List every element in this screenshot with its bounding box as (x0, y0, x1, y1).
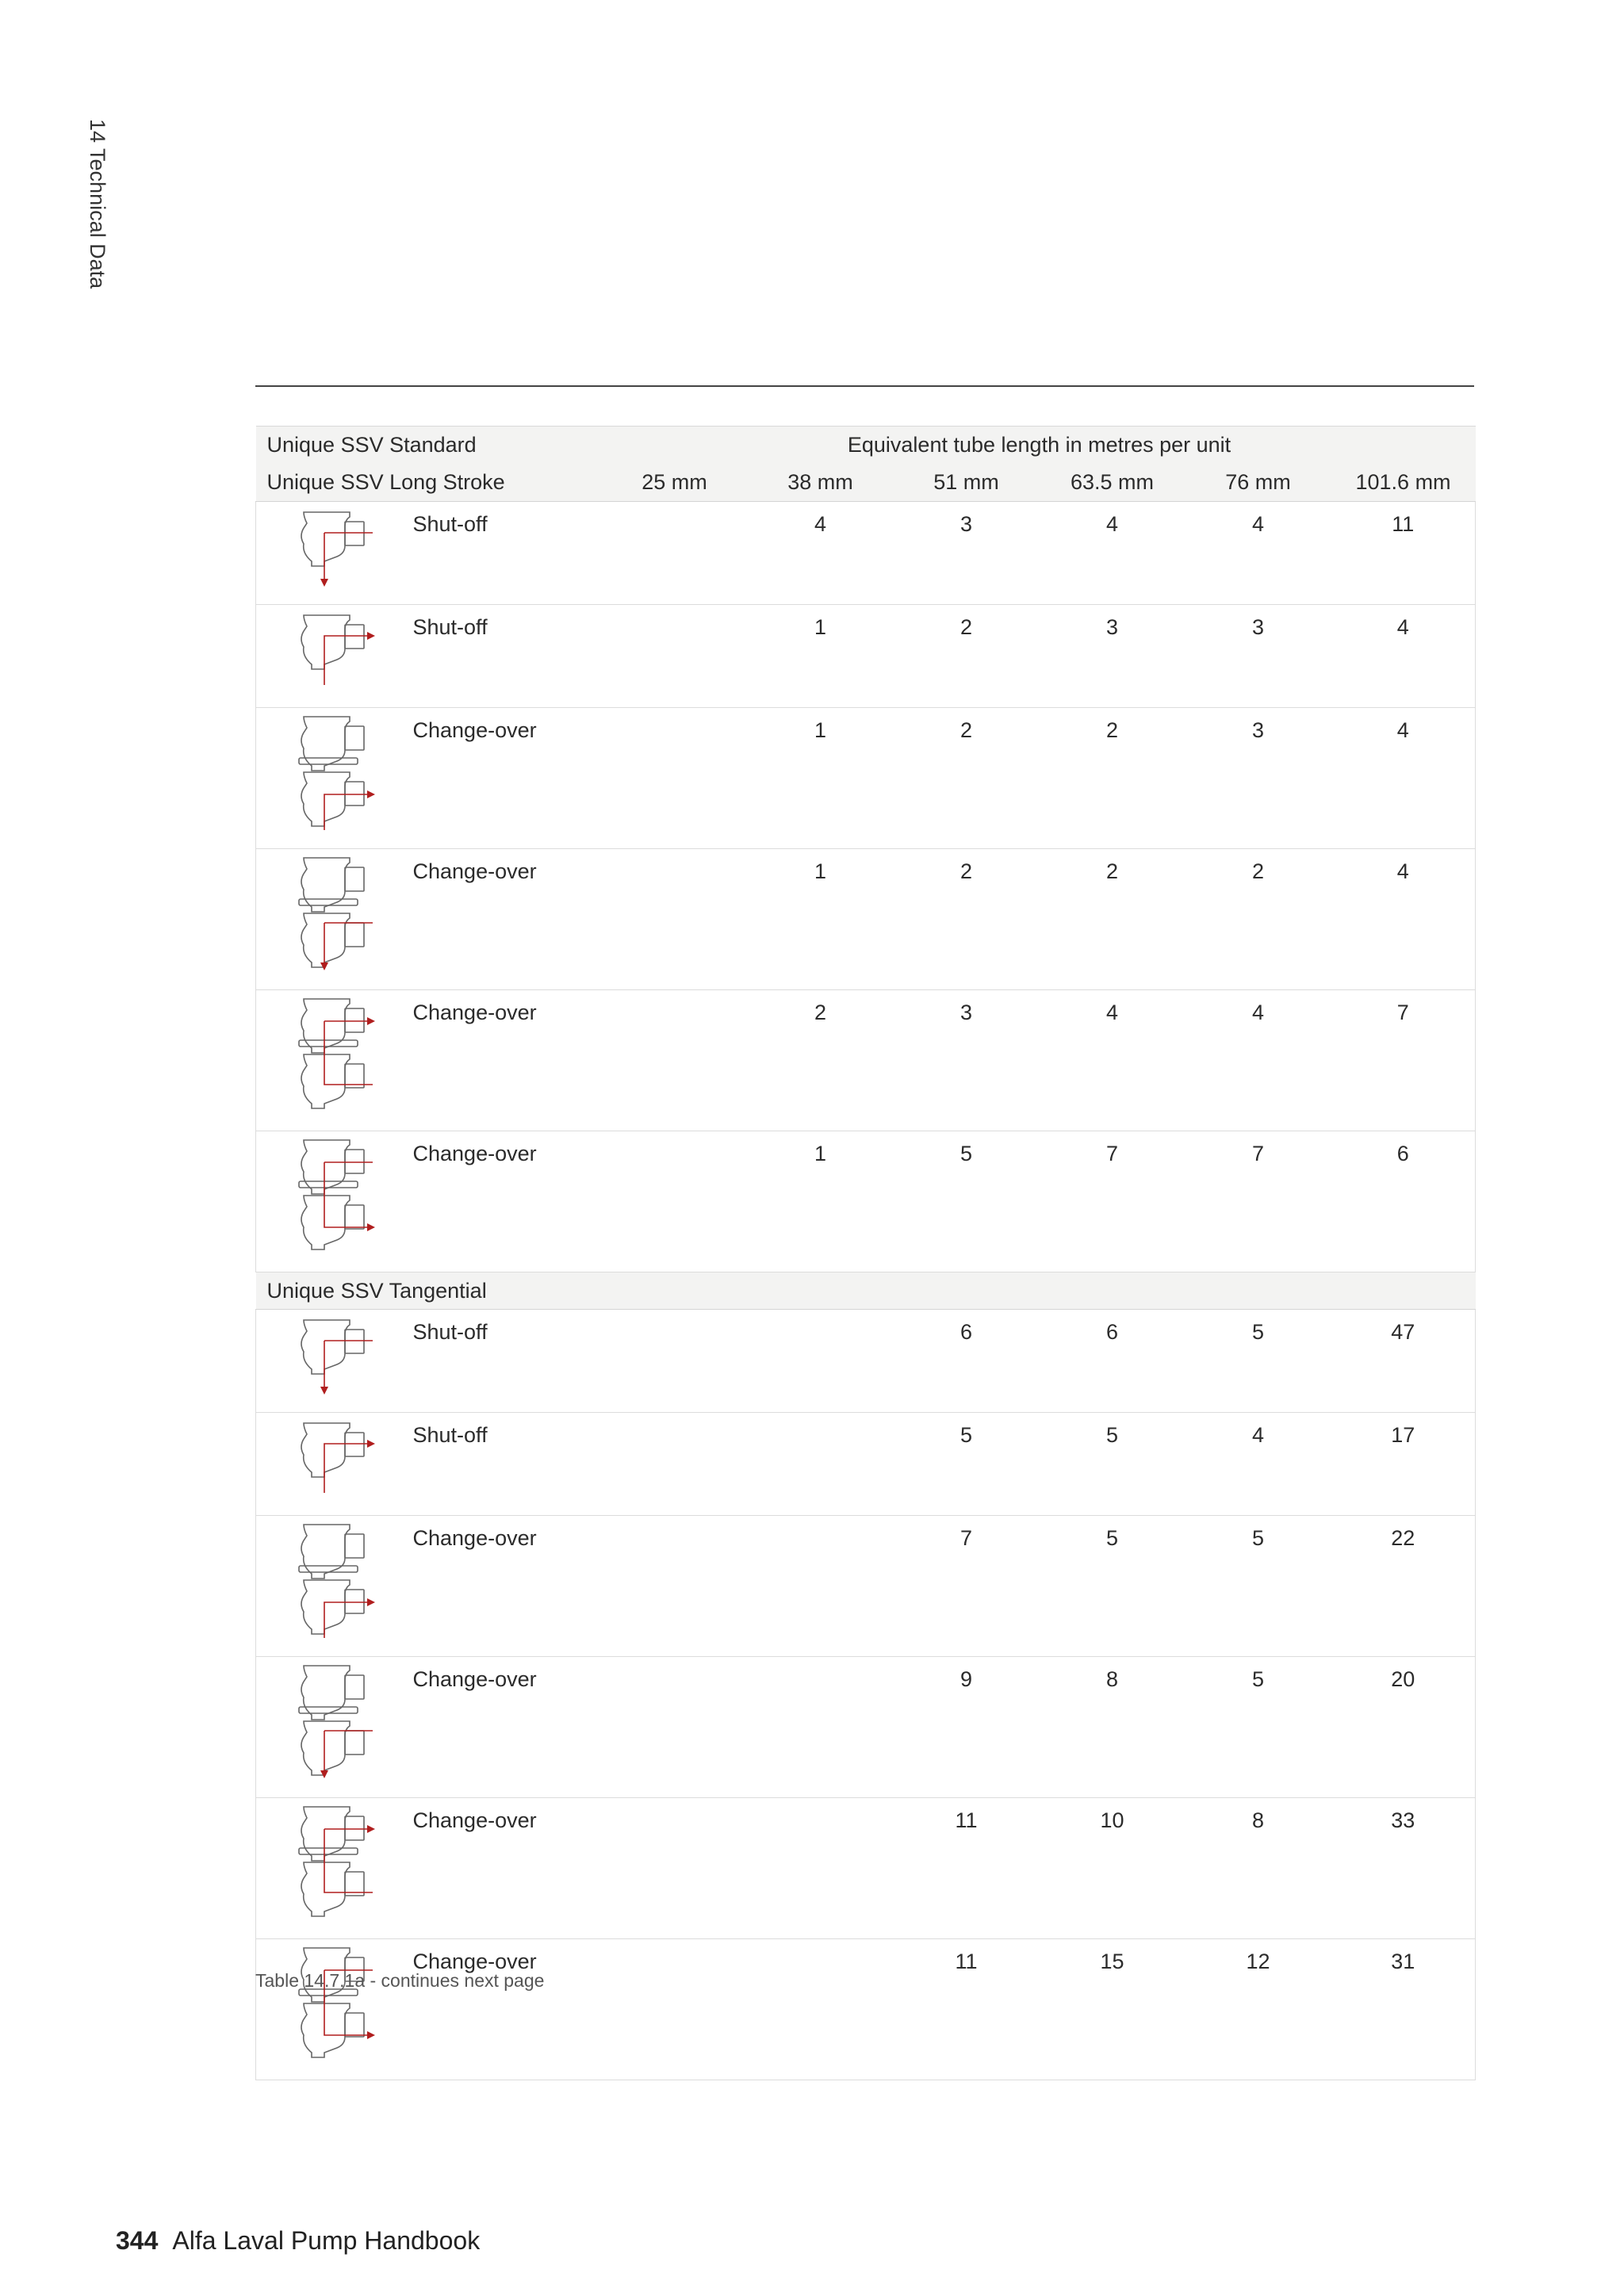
table-cell-value (602, 849, 748, 990)
table-cell-value: 8 (1040, 1657, 1185, 1798)
valve-type-label: Shut-off (413, 605, 602, 708)
table-row (256, 1657, 1476, 1798)
table-cell-value (602, 1798, 748, 1939)
table-cell-value: 17 (1331, 1413, 1476, 1516)
table-cell-value (602, 1413, 748, 1516)
table-cell-value: 5 (894, 1131, 1040, 1272)
table-cell-value: 4 (1040, 502, 1185, 605)
valve-type-label: Shut-off (413, 1310, 602, 1413)
column-header: 51 mm (894, 464, 1040, 502)
table-cell-value: 11 (894, 1939, 1040, 2080)
table-cell-value: 5 (1185, 1516, 1331, 1657)
table-cell-value: 5 (1185, 1310, 1331, 1413)
table-cell-value: 2 (748, 990, 894, 1131)
changeover-bottom-valve-icon (297, 1946, 377, 2065)
table-cell-value: 11 (1331, 502, 1476, 605)
table-cell-value: 1 (748, 1131, 894, 1272)
table-cell-value: 3 (894, 502, 1040, 605)
table-cell-value: 4 (1185, 1413, 1331, 1516)
chapter-side-label: 14 Technical Data (86, 119, 109, 289)
table-cell-value: 1 (748, 708, 894, 849)
table-cell-value (602, 1310, 748, 1413)
column-header: 76 mm (1185, 464, 1331, 502)
valve-diagram-cell (256, 849, 413, 990)
section-header-row (256, 1272, 1476, 1310)
section-title: Unique SSV Tangential (256, 1272, 1476, 1310)
changeover-bottom-valve-icon (297, 1138, 377, 1257)
table-cell-value: 12 (1185, 1939, 1331, 2080)
valve-diagram-cell (256, 708, 413, 849)
table-cell-value (602, 708, 748, 849)
valve-type-label: Shut-off (413, 1413, 602, 1516)
table-cell-value: 4 (1331, 605, 1476, 708)
table-cell-value: 9 (894, 1657, 1040, 1798)
table-cell-value: 5 (894, 1413, 1040, 1516)
changeover-top-valve-icon (297, 997, 377, 1116)
table-row (256, 1413, 1476, 1516)
shutoff-down-valve-icon (297, 1317, 377, 1396)
table-cell-value (602, 605, 748, 708)
table-row (256, 708, 1476, 849)
table-row (256, 990, 1476, 1131)
table-cell-value: 3 (1040, 605, 1185, 708)
shutoff-side-valve-icon (297, 1420, 377, 1499)
table-title-long-stroke: Unique SSV Long Stroke (256, 464, 602, 502)
table-cell-value: 5 (1040, 1516, 1185, 1657)
table-cell-value: 22 (1331, 1516, 1476, 1657)
changeover-top-valve-icon (297, 1805, 377, 1924)
table-cell-value: 2 (894, 708, 1040, 849)
table-cell-value: 33 (1331, 1798, 1476, 1939)
changeover-side-valve-icon (297, 715, 377, 834)
table-cell-value: 4 (1331, 849, 1476, 990)
page-footer (116, 2226, 480, 2256)
valve-diagram-cell (256, 1516, 413, 1657)
table-row (256, 849, 1476, 990)
valve-diagram-cell (256, 1657, 413, 1798)
table-cell-value (602, 1131, 748, 1272)
table-cell-value: 1 (748, 605, 894, 708)
table-row (256, 1798, 1476, 1939)
table-cell-value (748, 1516, 894, 1657)
table-cell-value: 6 (1331, 1131, 1476, 1272)
table-cell-value: 47 (1331, 1310, 1476, 1413)
valve-type-label: Shut-off (413, 502, 602, 605)
valve-diagram-cell (256, 605, 413, 708)
column-header: 25 mm (602, 464, 748, 502)
table-cell-value: 20 (1331, 1657, 1476, 1798)
table-row (256, 502, 1476, 605)
table-cell-value: 15 (1040, 1939, 1185, 2080)
table-cell-value (602, 990, 748, 1131)
table-cell-value: 2 (894, 849, 1040, 990)
top-rule (255, 385, 1474, 387)
valve-diagram-cell (256, 1310, 413, 1413)
table-cell-value: 2 (1040, 708, 1185, 849)
table-row (256, 605, 1476, 708)
table-cell-value: 3 (894, 990, 1040, 1131)
valve-type-label: Change-over (413, 1516, 602, 1657)
valve-type-label: Change-over (413, 849, 602, 990)
table-cell-value (748, 1798, 894, 1939)
changeover-side-valve-icon (297, 1523, 377, 1642)
changeover-down-valve-icon (297, 1664, 377, 1783)
valve-type-label: Change-over (413, 1798, 602, 1939)
valve-diagram-cell (256, 1939, 413, 2080)
table-cell-value: 4 (748, 502, 894, 605)
column-header: 63.5 mm (1040, 464, 1185, 502)
table-cell-value (602, 1516, 748, 1657)
table-cell-value (748, 1413, 894, 1516)
table-cell-value (748, 1657, 894, 1798)
valve-type-label: Change-over (413, 990, 602, 1131)
valve-diagram-cell (256, 1131, 413, 1272)
table-cell-value (602, 1939, 748, 2080)
table-cell-value: 4 (1040, 990, 1185, 1131)
table-cell-value: 1 (748, 849, 894, 990)
table-row (256, 1516, 1476, 1657)
table-cell-value: 7 (1040, 1131, 1185, 1272)
equivalent-length-table (255, 426, 1476, 2080)
valve-type-label: Change-over (413, 1657, 602, 1798)
table-cell-value: 8 (1185, 1798, 1331, 1939)
shutoff-side-valve-icon (297, 612, 377, 691)
valve-type-label: Change-over (413, 1939, 602, 2080)
table-row (256, 1131, 1476, 1272)
table-row (256, 1939, 1476, 2080)
table-cell-value: 7 (1331, 990, 1476, 1131)
valve-diagram-cell (256, 990, 413, 1131)
table-caption: Table 14.7.1a - continues next page (255, 1970, 545, 1991)
table-cell-value: 4 (1185, 990, 1331, 1131)
valve-type-label: Change-over (413, 1131, 602, 1272)
valve-diagram-cell (256, 1798, 413, 1939)
changeover-down-valve-icon (297, 856, 377, 975)
table-cell-value: 11 (894, 1798, 1040, 1939)
table-cell-value: 2 (894, 605, 1040, 708)
table-cell-value: 3 (1185, 708, 1331, 849)
table-cell-value: 10 (1040, 1798, 1185, 1939)
super-header: Equivalent tube length in metres per unit (748, 427, 1331, 465)
page-number: 344 (116, 2226, 159, 2255)
table-cell-value: 4 (1331, 708, 1476, 849)
table-cell-value: 7 (1185, 1131, 1331, 1272)
table-cell-value: 4 (1185, 502, 1331, 605)
table-cell-value: 31 (1331, 1939, 1476, 2080)
table-cell-value: 2 (1185, 849, 1331, 990)
table-cell-value (602, 1657, 748, 1798)
column-header: 101.6 mm (1331, 464, 1476, 502)
table-header-row-1 (256, 427, 1476, 465)
valve-diagram-cell (256, 1413, 413, 1516)
table-cell-value: 5 (1040, 1413, 1185, 1516)
table-header-row-2 (256, 464, 1476, 502)
table-row (256, 1310, 1476, 1413)
table-cell-value: 6 (894, 1310, 1040, 1413)
book-title: Alfa Laval Pump Handbook (172, 2226, 481, 2255)
table-cell-value (748, 1939, 894, 2080)
table-cell-value (748, 1310, 894, 1413)
shutoff-down-valve-icon (297, 509, 377, 588)
table-title-standard: Unique SSV Standard (256, 427, 748, 465)
table-cell-value: 2 (1040, 849, 1185, 990)
table-cell-value (602, 502, 748, 605)
table-cell-value: 3 (1185, 605, 1331, 708)
table-cell-value: 6 (1040, 1310, 1185, 1413)
table-cell-value: 5 (1185, 1657, 1331, 1798)
table-cell-value: 7 (894, 1516, 1040, 1657)
column-header: 38 mm (748, 464, 894, 502)
valve-type-label: Change-over (413, 708, 602, 849)
valve-diagram-cell (256, 502, 413, 605)
